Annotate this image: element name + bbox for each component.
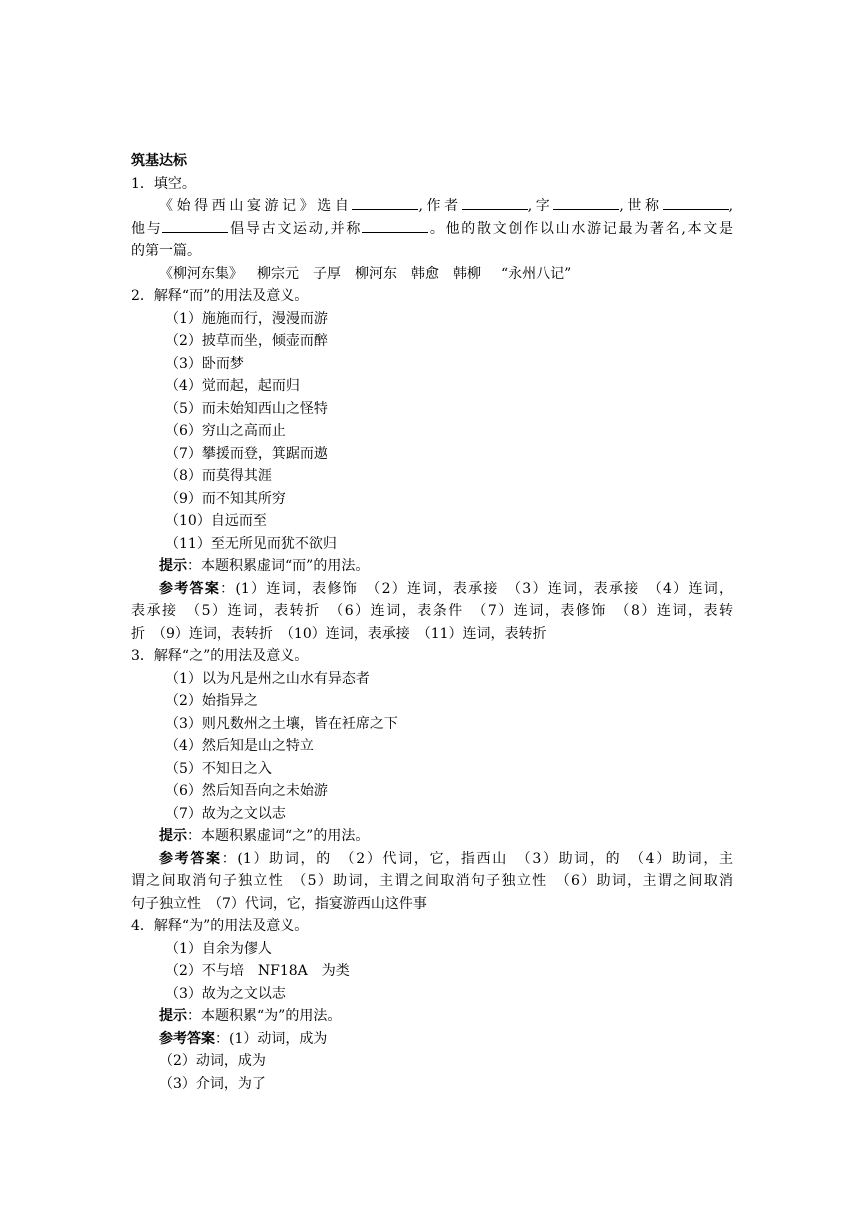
q3-label: 3．解释“之”的用法及意义。 [131, 648, 309, 664]
q4-label: 4．解释“为”的用法及意义。 [131, 918, 309, 934]
q1-answer-1: 《柳河东集》 [159, 265, 243, 282]
q1-answers [131, 263, 733, 286]
q3-answer [131, 848, 733, 916]
q4-answer-text-1: ：(1）动词，成为 [215, 1030, 328, 1047]
q1-blank-2 [462, 195, 528, 210]
q1-answer-6: 韩柳 [453, 265, 481, 282]
q2-label: 2．解释“而”的用法及意义。 [131, 288, 309, 304]
q3-item-1: （1）以为凡是州之山水有异态者 [165, 670, 370, 687]
q3-answer-label: 参考答案 [159, 850, 222, 867]
q2-hint-text: ：本题积累虚词“而”的用法。 [187, 558, 370, 574]
q2-item-1: （1）施施而行，漫漫而游 [165, 310, 328, 327]
q1-text-3: ,字 [527, 198, 554, 214]
q1-answer-4: 柳河东 [355, 265, 397, 282]
q2-item-3: （3）卧而梦 [165, 355, 244, 372]
q2-item-7: （7）攀援而登，箕踞而遨 [165, 445, 328, 462]
q4-item-3: （3）故为之文以志 [165, 985, 286, 1002]
q3-item-3: （3）则凡数州之土壤，皆在衽席之下 [165, 715, 398, 732]
q3-answer-text-1: ：(1）助词，的 （2）代词，它，指西山 （3）助词，的 （4）助词，主 [221, 850, 734, 867]
q4-answer-label: 参考答案 [159, 1030, 215, 1047]
q1-answer-5: 韩愈 [411, 265, 439, 282]
q4-answer-line-3: （3）介词，为了 [159, 1075, 266, 1092]
q4-hint-label: 提示 [159, 1008, 187, 1024]
q1-text-7: 倡导古文运动,并称 [228, 220, 363, 237]
q1-blank-6 [362, 218, 428, 233]
q3-answer-line-3: 句子独立性 （7）代词，它，指宴游西山这件事 [131, 895, 427, 912]
q3-answer-line-1 [131, 848, 733, 871]
q3-item-5: （5）不知日之入 [165, 760, 272, 777]
q1-sentence-line-1 [131, 195, 733, 218]
q3-item-6: （6）然后知吾向之未始游 [165, 783, 328, 799]
q2-item-8: （8）而莫得其涯 [165, 468, 272, 484]
q2-answer-label: 参考答案 [159, 580, 221, 597]
q2-item-11: （11）至无所见而犹不欲归 [165, 535, 337, 552]
q1-text-1: 《始得西山宴游记》选自 [159, 198, 353, 214]
q4-hint-text: ：本题积累“为”的用法。 [187, 1008, 342, 1024]
q1-sentence-line-2 [131, 218, 733, 241]
q2-item-2: （2）披草而坐，倾壶而醉 [165, 333, 328, 349]
q2-answer-line-3: 折 （9）连词，表转折 （10）连词，表承接 （11）连词，表转折 [131, 625, 547, 642]
q1-blank-3 [553, 195, 619, 210]
q1-sentence-line-3: 的第一篇。 [131, 243, 201, 259]
q2-hint-label: 提示 [159, 558, 187, 574]
q3-hint [131, 825, 733, 848]
q4-hint [131, 1005, 733, 1028]
q4-item-2: （2）不与培 NF18A 为类 [165, 963, 350, 979]
q4-item-1: （1）自余为僇人 [165, 940, 272, 957]
q2-item-9: （9）而不知其所穷 [165, 490, 286, 507]
q1-text-8: 。他的散文创作以山水游记最为著名,本文是 [428, 220, 734, 237]
q2-answer-text-1: ：(1）连词，表修饰 （2）连词，表承接 （3）连词，表承接 （4）连词， [220, 580, 734, 597]
q1-blank-4 [663, 195, 729, 210]
q2-answer [131, 578, 733, 646]
q1-text-6: 他与 [131, 220, 163, 237]
q2-hint [131, 555, 733, 578]
q1-answer-3: 子厚 [313, 265, 341, 282]
document-content [131, 150, 733, 1095]
q2-item-5: （5）而未始知西山之怪特 [165, 400, 328, 417]
q3-hint-label: 提示 [159, 828, 187, 844]
q2-item-6: （6）穷山之高而止 [165, 423, 286, 439]
q2-item-10: （10）自远而至 [165, 513, 267, 529]
q1-text-4: ,世称 [619, 198, 663, 214]
q2-answer-line-1 [131, 578, 733, 601]
q1-answer-7: “永州八记” [501, 265, 572, 282]
q1-label: 1．填空。 [131, 175, 196, 192]
q1-answer-2: 柳宗元 [257, 265, 299, 282]
q1-blank-1 [352, 195, 418, 210]
q1-text-2: ,作者 [418, 198, 462, 214]
q1-blank-5 [162, 218, 228, 233]
q2-answer-line-2: 表承接 （5）连词，表转折 （6）连词，表条件 （7）连词，表修饰 （8）连词，表转 [131, 603, 733, 619]
q3-item-2: （2）始指异之 [165, 693, 258, 709]
q3-item-7: （7）故为之文以志 [165, 805, 286, 822]
q4-answer-line-2: （2）动词，成为 [159, 1053, 266, 1069]
q1-text-5: , [728, 198, 734, 214]
q3-answer-line-2: 谓之间取消句子独立性 （5）助词，主谓之间取消句子独立性 （6）助词，主谓之间取消 [131, 873, 733, 889]
q2-item-4: （4）觉而起，起而归 [165, 378, 300, 394]
q1-sentence [131, 195, 733, 263]
q4-answer-line-1 [131, 1028, 733, 1051]
q3-hint-text: ：本题积累虚词“之”的用法。 [187, 828, 370, 844]
section-title: 筑基达标 [131, 153, 187, 169]
q3-item-4: （4）然后知是山之特立 [165, 738, 314, 754]
